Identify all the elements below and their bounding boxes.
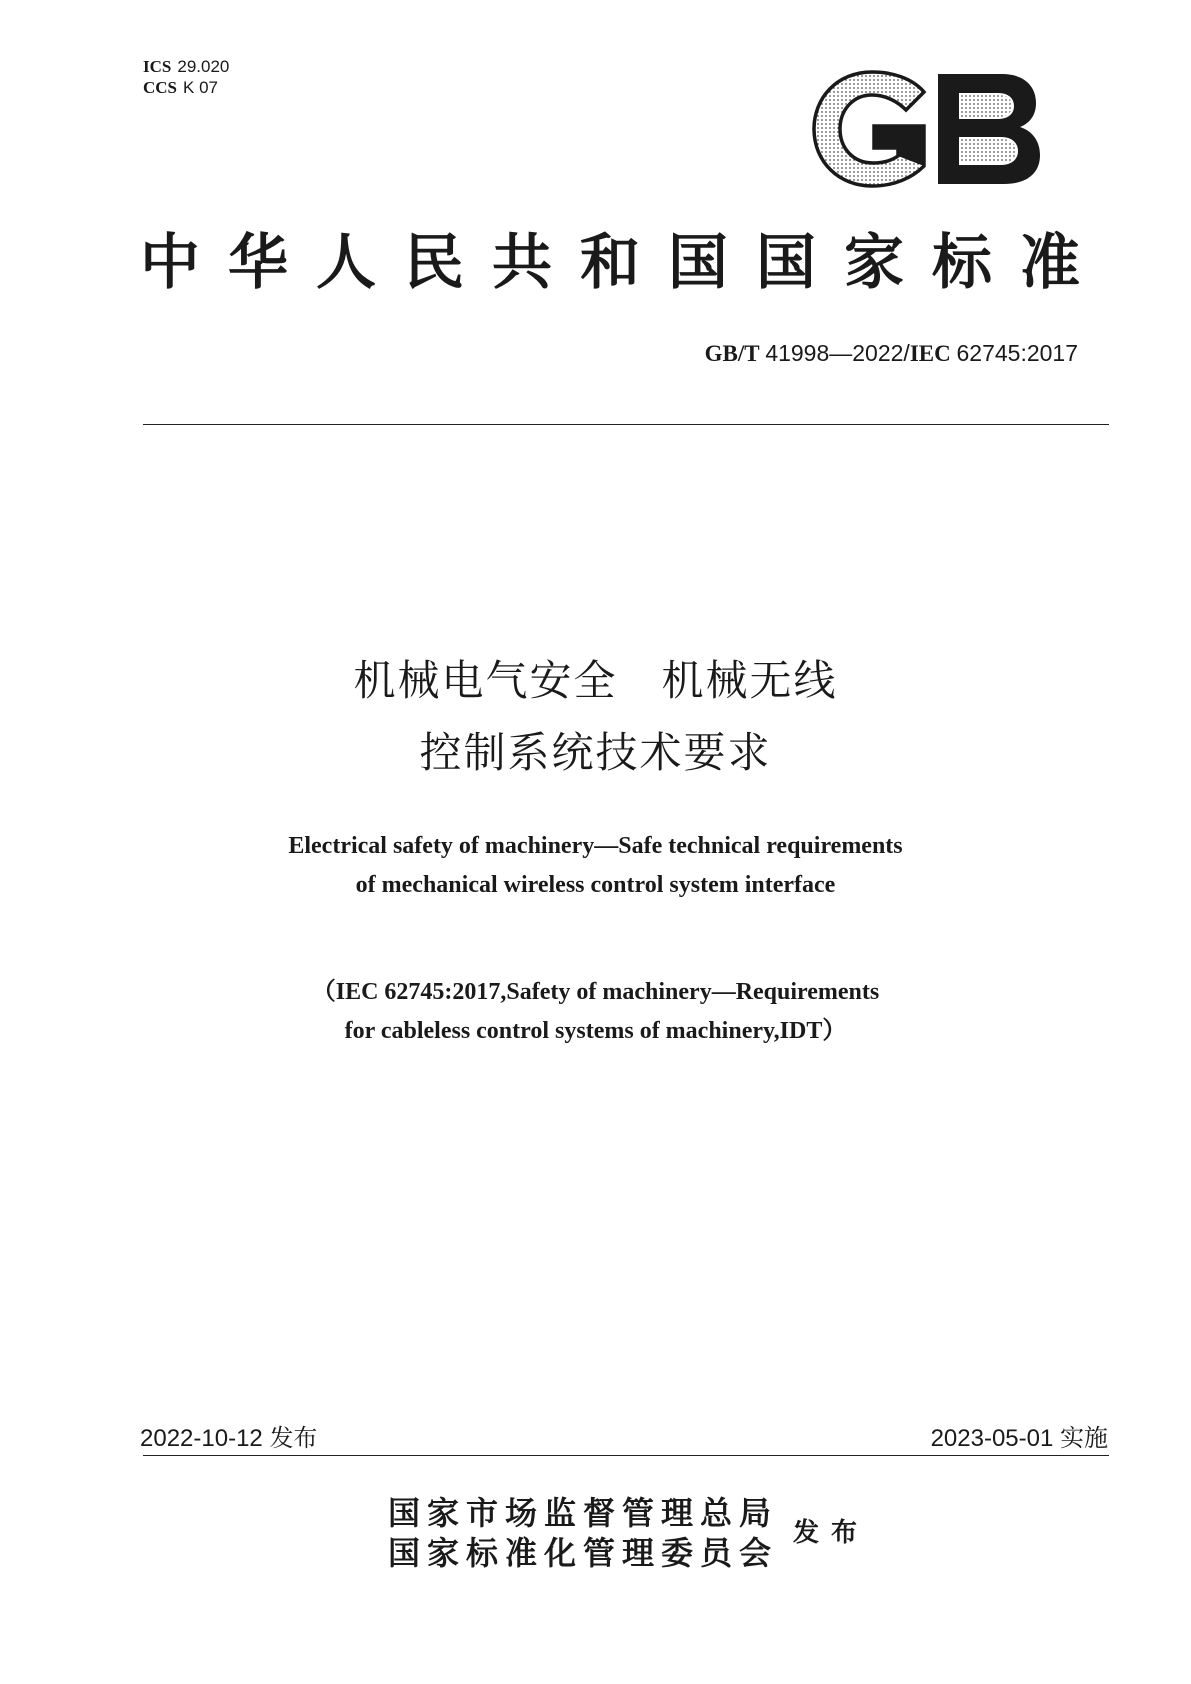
doc-iec: IEC	[909, 341, 951, 366]
ccs-key: CCS	[143, 78, 178, 97]
reference-line1: （IEC 62745:2017,Safety of machinery—Requirements	[311, 979, 880, 1005]
publish-action: 发布	[793, 1518, 870, 1548]
issued-date	[140, 1418, 317, 1453]
issuer-line2: 国家标准化管理委员会	[388, 1534, 779, 1572]
title-cn-line1: 机械电气安全 机械无线	[353, 656, 838, 705]
ccs-code	[143, 77, 229, 98]
title-cn-line2: 控制系统技术要求	[419, 728, 772, 777]
document-number	[705, 340, 1078, 367]
effective-label: 实施	[1060, 1424, 1108, 1452]
issued-date-value: 2022-10-12	[140, 1425, 263, 1452]
classification-codes	[143, 56, 229, 98]
bottom-divider	[143, 1455, 1109, 1456]
ics-key: ICS	[143, 57, 172, 76]
issuer-line1: 国家市场监督管理总局	[388, 1494, 779, 1532]
doc-iec-number: 62745:2017	[956, 340, 1078, 366]
ccs-value: K 07	[183, 78, 218, 97]
top-divider	[143, 424, 1109, 425]
ics-code	[143, 56, 229, 77]
effective-date	[931, 1418, 1108, 1453]
title-en-line1: Electrical safety of machinery—Safe technical requirements	[288, 833, 903, 859]
issued-label: 发布	[269, 1424, 318, 1452]
effective-date-value: 2023-05-01	[930, 1425, 1054, 1452]
gb-logo-icon	[812, 70, 1042, 188]
doc-prefix: GB/T	[704, 341, 760, 366]
title-en-line2: of mechanical wireless control system interface	[355, 872, 836, 898]
doc-number: 41998—2022/	[765, 340, 910, 366]
national-standard-heading: 中华人民共和国国家标准	[140, 228, 1108, 298]
ics-value: 29.020	[177, 57, 230, 76]
reference-line2: for cableless control systems of machinery,IDT）	[344, 1018, 847, 1044]
